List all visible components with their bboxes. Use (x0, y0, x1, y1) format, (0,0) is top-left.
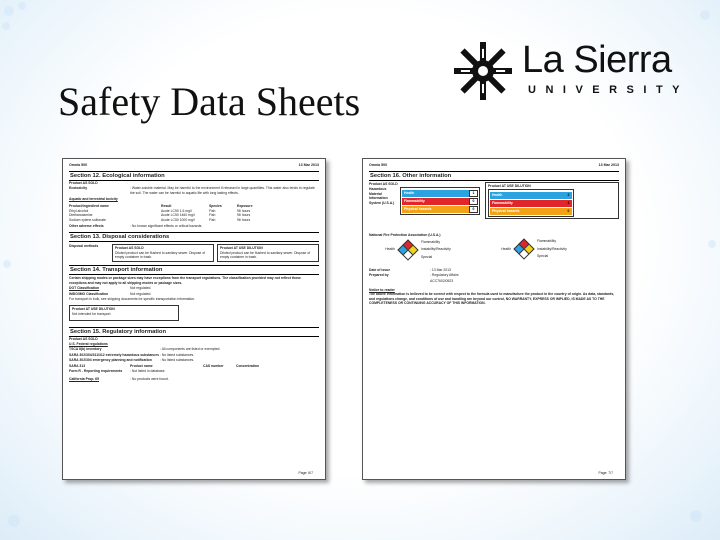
imdg-key: IMDG/IMO Classification (69, 291, 109, 296)
nfpa-diamond-icon (514, 239, 534, 259)
california-key: California Prop. 65 (69, 377, 99, 382)
transport-note: For transport in bulk, see shipping documents for specific transportation information. (69, 297, 196, 302)
nfpa-sold (369, 240, 481, 260)
disposal-key: Disposal methods (69, 243, 99, 248)
sheet-header (69, 163, 319, 168)
hmis-physical-bar (402, 206, 478, 213)
reg-value: : No listed substances. (160, 358, 195, 363)
issue-date-value: : 13 Mar 2013 (430, 267, 451, 272)
hmis-value: 0 (469, 206, 478, 213)
bokeh-dot (700, 10, 710, 20)
bokeh-dot (708, 240, 716, 248)
section-16-title: Section 16. Other information (369, 171, 619, 181)
nfpa-diamond-icon (398, 240, 418, 260)
hmis-dilution-panel (488, 189, 574, 217)
prepared-by-extension: ACC7602/0523 (430, 278, 454, 283)
box-heading: Product AT USE DILUTION (220, 245, 263, 250)
section-13-title: Section 13. Disposal considerations (69, 232, 319, 242)
table-cell: Ethyl alcohol (69, 208, 89, 213)
sold-label: Product AS SOLD (369, 181, 398, 186)
slide-title: Safety Data Sheets (58, 79, 361, 124)
logo-subtitle: UNIVERSITY (528, 84, 690, 96)
hmis-dilution-box (485, 182, 619, 220)
prepared-by-key: Prepared by (369, 273, 389, 278)
dot-value: Not regulated. (130, 286, 152, 291)
hmis-value: 3 (567, 201, 570, 206)
disposal-dilution-box (217, 244, 319, 262)
sds-page-left (62, 158, 326, 480)
table-cell: Fish (209, 208, 216, 213)
nfpa-flammability-label: Flammability (537, 239, 557, 244)
california-value: : No products were found. (130, 377, 169, 382)
hmis-value: 0 (567, 209, 570, 214)
hmis-value: 1 (469, 190, 478, 197)
sara-concentration: Concentration (236, 363, 259, 368)
hmis-label: Health (492, 193, 503, 198)
page-number: Page: 7/7 (598, 471, 613, 476)
other-effects-key: Other adverse effects (69, 224, 104, 229)
reg-sold-label: Product AS SOLD (69, 336, 98, 341)
sara-cas-number: CAS number (203, 363, 224, 368)
transport-dilution-box (69, 305, 179, 321)
nfpa-health-label: Health (501, 246, 511, 251)
table-cell: 96 hours (237, 213, 251, 218)
product-code: Omnia 500 (69, 163, 88, 167)
hmis-label: Health (404, 191, 415, 196)
sheet-date: 13 Mar 2013 (598, 163, 619, 167)
transport-text: Certain shipping modes or package sizes may have exceptions from the transport regulations. The classification provided may not reflect those exceptions and may not apply to all shipping modes or package sizes. (69, 275, 301, 285)
hmis-flammability-bar (402, 198, 478, 205)
table-cell: Acute LC50 1460 mg/l (161, 213, 195, 218)
university-logo (452, 38, 702, 104)
box-heading: Product AT USE DILUTION (72, 306, 115, 311)
hmis-key: Hazardous Material Information System (U.S.A.) (369, 187, 395, 205)
nfpa-health-label: Health (385, 247, 395, 252)
reg-us-heading: U.S. Federal regulations (69, 341, 108, 346)
product-code: Omnia 500 (369, 163, 388, 167)
col-header: Exposure (237, 203, 253, 208)
box-text: Diluted product can be flushed to sanitary sewer. Dispose of empty container in trash. (220, 250, 311, 260)
bokeh-dot (8, 515, 20, 527)
bokeh-dot (690, 510, 702, 522)
snowflake-cross-icon (452, 40, 514, 102)
table-cell: Acute LC50 1000 mg/l (161, 217, 195, 222)
page-number: Page: 6/7 (298, 471, 313, 476)
bokeh-dot (3, 260, 11, 268)
disposal-sold-box (112, 244, 214, 262)
hmis-flammability-bar (490, 200, 572, 207)
table-cell: Diethanolamine (69, 213, 93, 218)
notice-heading: Notice to reader (369, 287, 395, 292)
reg-key: SARA 302/304 emergency planning and notification (69, 358, 152, 363)
bokeh-dot (2, 22, 10, 30)
sara-313-key: SARA 313 (69, 363, 86, 368)
hmis-sold-panel (400, 187, 480, 215)
dot-key: DOT Classification (69, 286, 100, 291)
form-r-value: : Not listed in database. (130, 369, 166, 374)
sara-product-name: Product name (130, 363, 153, 368)
ecotoxicity-key: Ecotoxicity (69, 186, 88, 191)
hmis-label: Physical hazards (492, 209, 520, 214)
dil-label: Product AT USE DILUTION (488, 183, 531, 188)
hmis-label: Flammability (404, 199, 425, 204)
box-heading: Product AS SOLD (115, 245, 144, 250)
nfpa-key: National Fire Protection Association (U.S.A.) (369, 233, 441, 238)
hmis-health-bar (402, 190, 478, 197)
hmis-label: Flammability (492, 201, 513, 206)
box-text: Not intended for transport. (72, 311, 112, 316)
hmis-label: Physical hazards (404, 207, 432, 212)
col-header: Result (161, 203, 172, 208)
reg-value: : No listed substances. (160, 352, 195, 357)
hmis-value: 0 (469, 198, 478, 205)
toxicity-table (69, 204, 319, 222)
sheet-date: 13 Mar 2013 (298, 163, 319, 167)
notice-text: The above information is believed to be correct with respect to the formula used to manufacture the product in the country of origin. As data, standards, and regulations change, and conditions of use and handling are beyond our control, NO WARRANTY, EXPRESS OR IMPLIED, IS MADE AS TO THE COMPLETENESS OR CONTINUING ACCURACY OF THIS INFORMATION. (369, 292, 615, 306)
hmis-physical-bar (490, 208, 572, 215)
sds-page-right (362, 158, 626, 480)
form-r-key: Form R - Reporting requirements (69, 369, 123, 374)
reg-key: TSCA 8(b) inventory (69, 347, 102, 352)
table-cell: Sodium xylene sulfonate (69, 217, 106, 222)
table-cell: 96 hours (237, 217, 251, 222)
table-row (69, 218, 319, 223)
logo-name: La Sierra (522, 39, 672, 81)
hmis-value: 2 (567, 193, 570, 198)
bokeh-dot (4, 6, 14, 16)
bokeh-dot (18, 2, 26, 10)
table-cell: Fish (209, 217, 216, 222)
nfpa-instability-label: Instability/Reactivity (537, 246, 567, 251)
sold-label: Product AS SOLD (69, 180, 98, 185)
issue-date-key: Date of issue (369, 267, 391, 272)
section-12-title: Section 12. Ecological information (69, 171, 319, 181)
box-text: Diluted product can be flushed to sanitary sewer. Dispose of empty container in trash. (115, 250, 206, 260)
aquatic-heading: Aquatic and terrestrial toxicity (69, 197, 118, 202)
nfpa-flammability-label: Flammability (421, 239, 441, 244)
sheet-header (369, 163, 619, 168)
prepared-by-value: : Regulatory Affairs (430, 273, 459, 278)
table-cell: Fish (209, 213, 216, 218)
table-cell: Acute LC50 1.6 mg/l (161, 208, 192, 213)
nfpa-special-label: Special (421, 255, 433, 260)
reg-key: SARA 302/304/311/312 extremely hazardous substances (69, 352, 159, 357)
col-header: Species (209, 203, 222, 208)
other-effects-value: : No known significant effects or critical hazards. (130, 224, 203, 229)
col-header: Product/ingredient name (69, 203, 109, 208)
nfpa-dilution (485, 239, 619, 259)
table-cell: 96 hours (237, 208, 251, 213)
imdg-value: Not regulated. (130, 291, 152, 296)
reg-value: : All components are listed or exempted. (160, 347, 221, 352)
nfpa-instability-label: Instability/Reactivity (421, 247, 451, 252)
section-14-title: Section 14. Transport information (69, 265, 319, 275)
nfpa-special-label: Special (537, 254, 549, 259)
ecotoxicity-value: : Water-soluble material. May be harmful to the environment if released in large quantities. This water also tends to regulate the soil. The water can be harmful to aquatic life with long lasting effects. (130, 186, 315, 195)
section-15-title: Section 15. Regulatory information (69, 327, 319, 337)
hmis-health-bar (490, 192, 572, 199)
